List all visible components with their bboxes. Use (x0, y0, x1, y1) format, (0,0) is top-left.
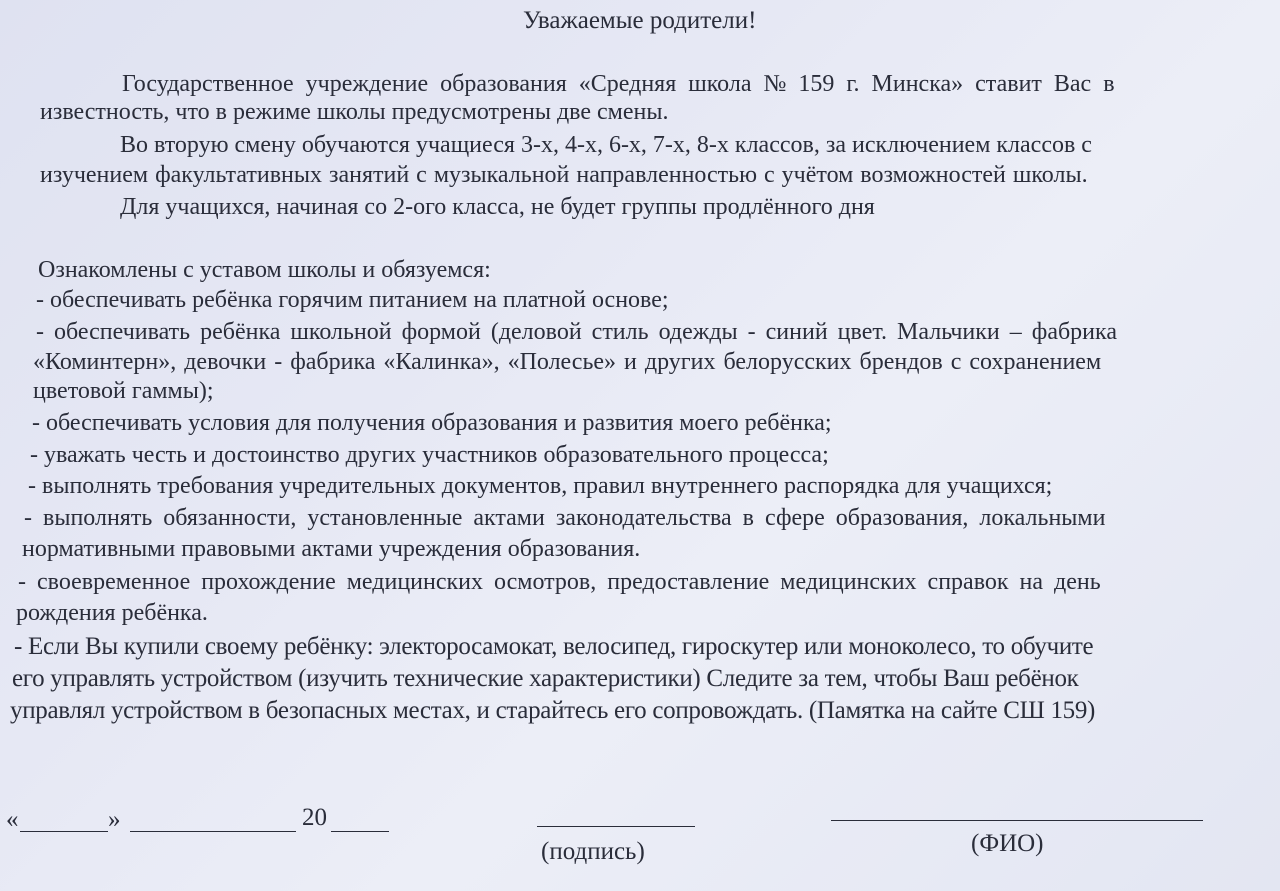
paragraph-2-line-2: изучением факультативных занятий с музыкальной направленностью с учётом возможностей школы. (40, 162, 1088, 188)
full-name-blank[interactable] (831, 820, 1203, 821)
agreement-item-8-line-2: его управлять устройством (изучить технические характеристики) Следите за тем, чтобы Ваш ребёнок (12, 665, 1079, 692)
agreement-item-2-line-3: цветовой гаммы); (33, 378, 214, 404)
date-day-blank[interactable] (20, 831, 108, 832)
agreement-item-2-line-1: - обеспечивать ребёнка школьной формой (деловой стиль одежды - синий цвет. Мальчики – фабрика (36, 319, 1117, 345)
agreement-item-7-line-1: - своевременное прохождение медицинских осмотров, предоставление медицинских справок на день (18, 569, 1101, 595)
agreement-item-8-line-3: управлял устройством в безопасных местах, и старайтесь его сопровождать. (Памятка на сайте СШ 159) (10, 697, 1096, 724)
agreement-item-8-line-1: - Если Вы купили своему ребёнку: электоросамокат, велосипед, гироскутер или моноколесо, то обучите (14, 633, 1094, 660)
agreement-item-5: - выполнять требования учредительных документов, правил внутреннего распорядка для учащихся; (28, 473, 1053, 499)
signature-label: (подпись) (541, 838, 645, 865)
agreement-item-3: - обеспечивать условия для получения образования и развития моего ребёнка; (32, 410, 832, 436)
paragraph-1-line-2: известность, что в режиме школы предусмотрены две смены. (40, 99, 669, 125)
paragraph-3-line-1: Для учащихся, начиная со 2-ого класса, не будет группы продлённого дня (120, 194, 875, 220)
paragraph-1-line-1: Государственное учреждение образования «Средняя школа № 159 г. Минска» ставит Вас в (122, 71, 1115, 97)
date-month-blank[interactable] (130, 831, 296, 832)
agreement-item-7-line-2: рождения ребёнка. (16, 600, 208, 626)
agreement-item-2-line-2: «Коминтерн», девочки - фабрика «Калинка», «Полесье» и других белорусских брендов с сохранением (33, 349, 1102, 375)
date-quote-open: « (6, 806, 19, 833)
date-year-blank[interactable] (331, 831, 389, 832)
date-year-prefix: 20 (302, 804, 327, 831)
agreement-item-4: - уважать честь и достоинство других участников образовательного процесса; (30, 442, 829, 468)
paragraph-2-line-1: Во вторую смену обучаются учащиеся 3-х, 4-х, 6-х, 7-х, 8-х классов, за исключением классов с (120, 132, 1092, 158)
document-title: Уважаемые родители! (523, 7, 757, 34)
date-quote-close: » (108, 806, 121, 833)
full-name-label: (ФИО) (971, 830, 1044, 857)
agreement-item-6-line-2: нормативными правовыми актами учреждения образования. (22, 536, 641, 562)
agreement-intro: Ознакомлены с уставом школы и обязуемся: (38, 257, 491, 283)
signature-blank[interactable] (537, 826, 695, 827)
agreement-item-1: - обеспечивать ребёнка горячим питанием на платной основе; (36, 287, 669, 313)
agreement-item-6-line-1: - выполнять обязанности, установленные актами законодательства в сфере образования, локальными (24, 505, 1106, 531)
